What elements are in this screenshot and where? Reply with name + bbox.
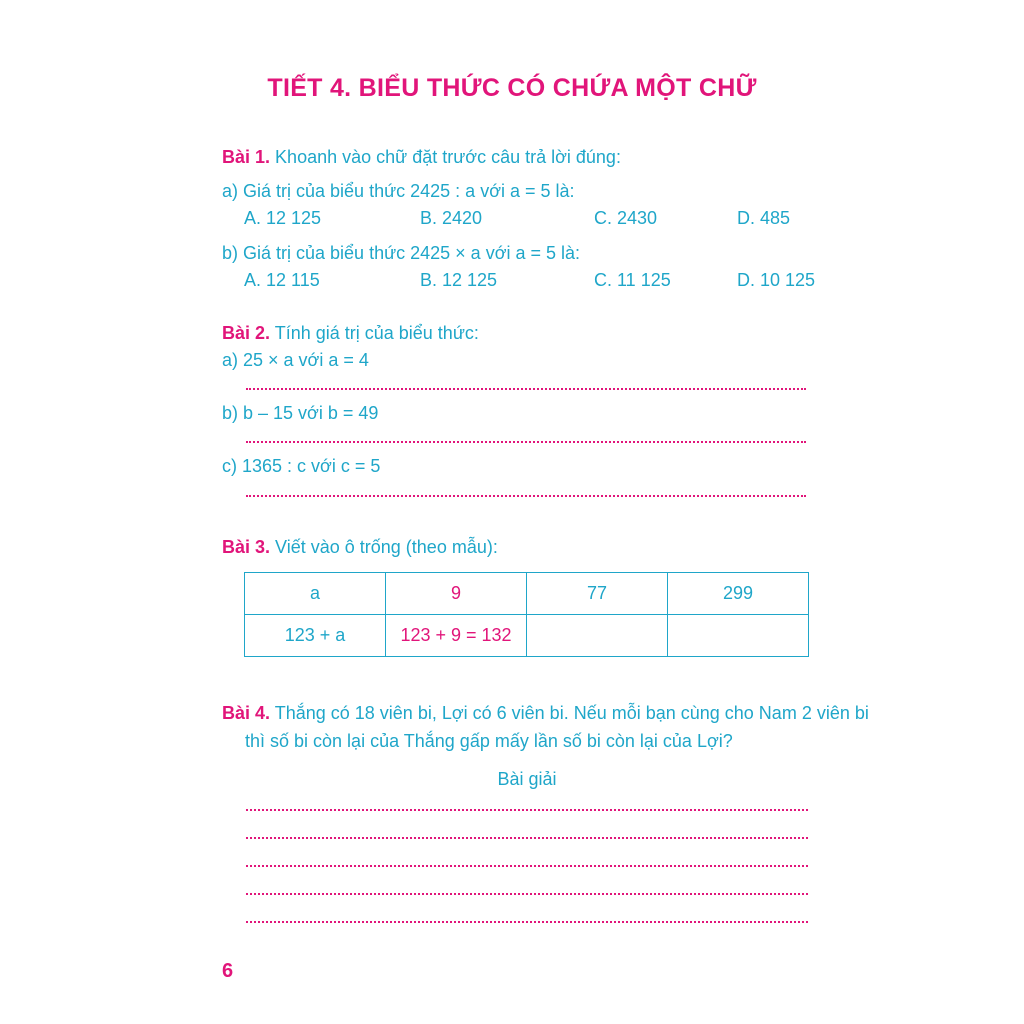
exercise-3-heading [222, 537, 498, 558]
exercise-4-label: Bài 4. [222, 703, 271, 723]
exercise-3-label: Bài 3. [222, 537, 271, 557]
option-1b-a[interactable]: A. 12 115 [244, 270, 320, 290]
option-1b-b[interactable]: B. 12 125 [420, 270, 498, 290]
exercise-2-label: Bài 2. [222, 323, 271, 343]
exercise-4-text-1: Thắng có 18 viên bi, Lợi có 6 viên bi. Nếu mỗi bạn cùng cho Nam 2 viên bi [274, 703, 869, 723]
exercise-1-label: Bài 1. [222, 147, 271, 167]
solution-line-1[interactable] [246, 809, 808, 811]
option-1a-a[interactable]: A. 12 125 [244, 208, 322, 228]
table-row [245, 615, 809, 657]
option-1a-c[interactable]: C. 2430 [594, 208, 658, 228]
table-cell: 9 [386, 573, 527, 615]
exercise-3-table [244, 572, 809, 657]
exercise-2a: a) 25 × a với a = 4 [222, 350, 369, 370]
table-cell: 299 [668, 573, 809, 615]
option-1b-c[interactable]: C. 11 125 [594, 270, 671, 290]
exercise-1a-question: a) Giá trị của biểu thức 2425 : a với a = 5 là: [222, 181, 575, 201]
solution-line-5[interactable] [246, 921, 808, 923]
exercise-2c: c) 1365 : c với c = 5 [222, 456, 381, 476]
exercise-2-instruction: Tính giá trị của biểu thức: [274, 323, 479, 343]
page-number: 6 [222, 960, 234, 982]
solution-line-4[interactable] [246, 893, 808, 895]
table-row [245, 573, 809, 615]
exercise-2b: b) b – 15 với b = 49 [222, 403, 379, 423]
solution-heading: Bài giải [497, 769, 557, 789]
answer-line-2b[interactable] [246, 441, 806, 443]
answer-cell[interactable] [668, 615, 809, 657]
option-1a-b[interactable]: B. 2420 [420, 208, 483, 228]
answer-cell[interactable] [527, 615, 668, 657]
solution-line-2[interactable] [246, 837, 808, 839]
exercise-2-heading [222, 323, 479, 344]
table-cell: 123 + 9 = 132 [386, 615, 527, 657]
option-1b-d[interactable]: D. 10 125 [737, 270, 816, 290]
exercise-4-line-1 [222, 703, 869, 724]
exercise-1b-question: b) Giá trị của biểu thức 2425 × a với a = 5 là: [222, 243, 581, 263]
table-cell: 123 + a [245, 615, 386, 657]
exercise-1-instruction: Khoanh vào chữ đặt trước câu trả lời đúng: [275, 147, 621, 167]
exercise-4-line-2: thì số bi còn lại của Thắng gấp mấy lần số bi còn lại của Lợi? [245, 731, 733, 751]
exercise-3-instruction: Viết vào ô trống (theo mẫu): [275, 537, 498, 557]
solution-line-3[interactable] [246, 865, 808, 867]
page-title: TIẾT 4. BIỂU THỨC CÓ CHỨA MỘT CHỮ [267, 74, 757, 102]
exercise-1-heading [222, 147, 621, 168]
table-cell: a [245, 573, 386, 615]
answer-line-2a[interactable] [246, 388, 806, 390]
answer-line-2c[interactable] [246, 495, 806, 497]
table-cell: 77 [527, 573, 668, 615]
option-1a-d[interactable]: D. 485 [737, 208, 791, 228]
